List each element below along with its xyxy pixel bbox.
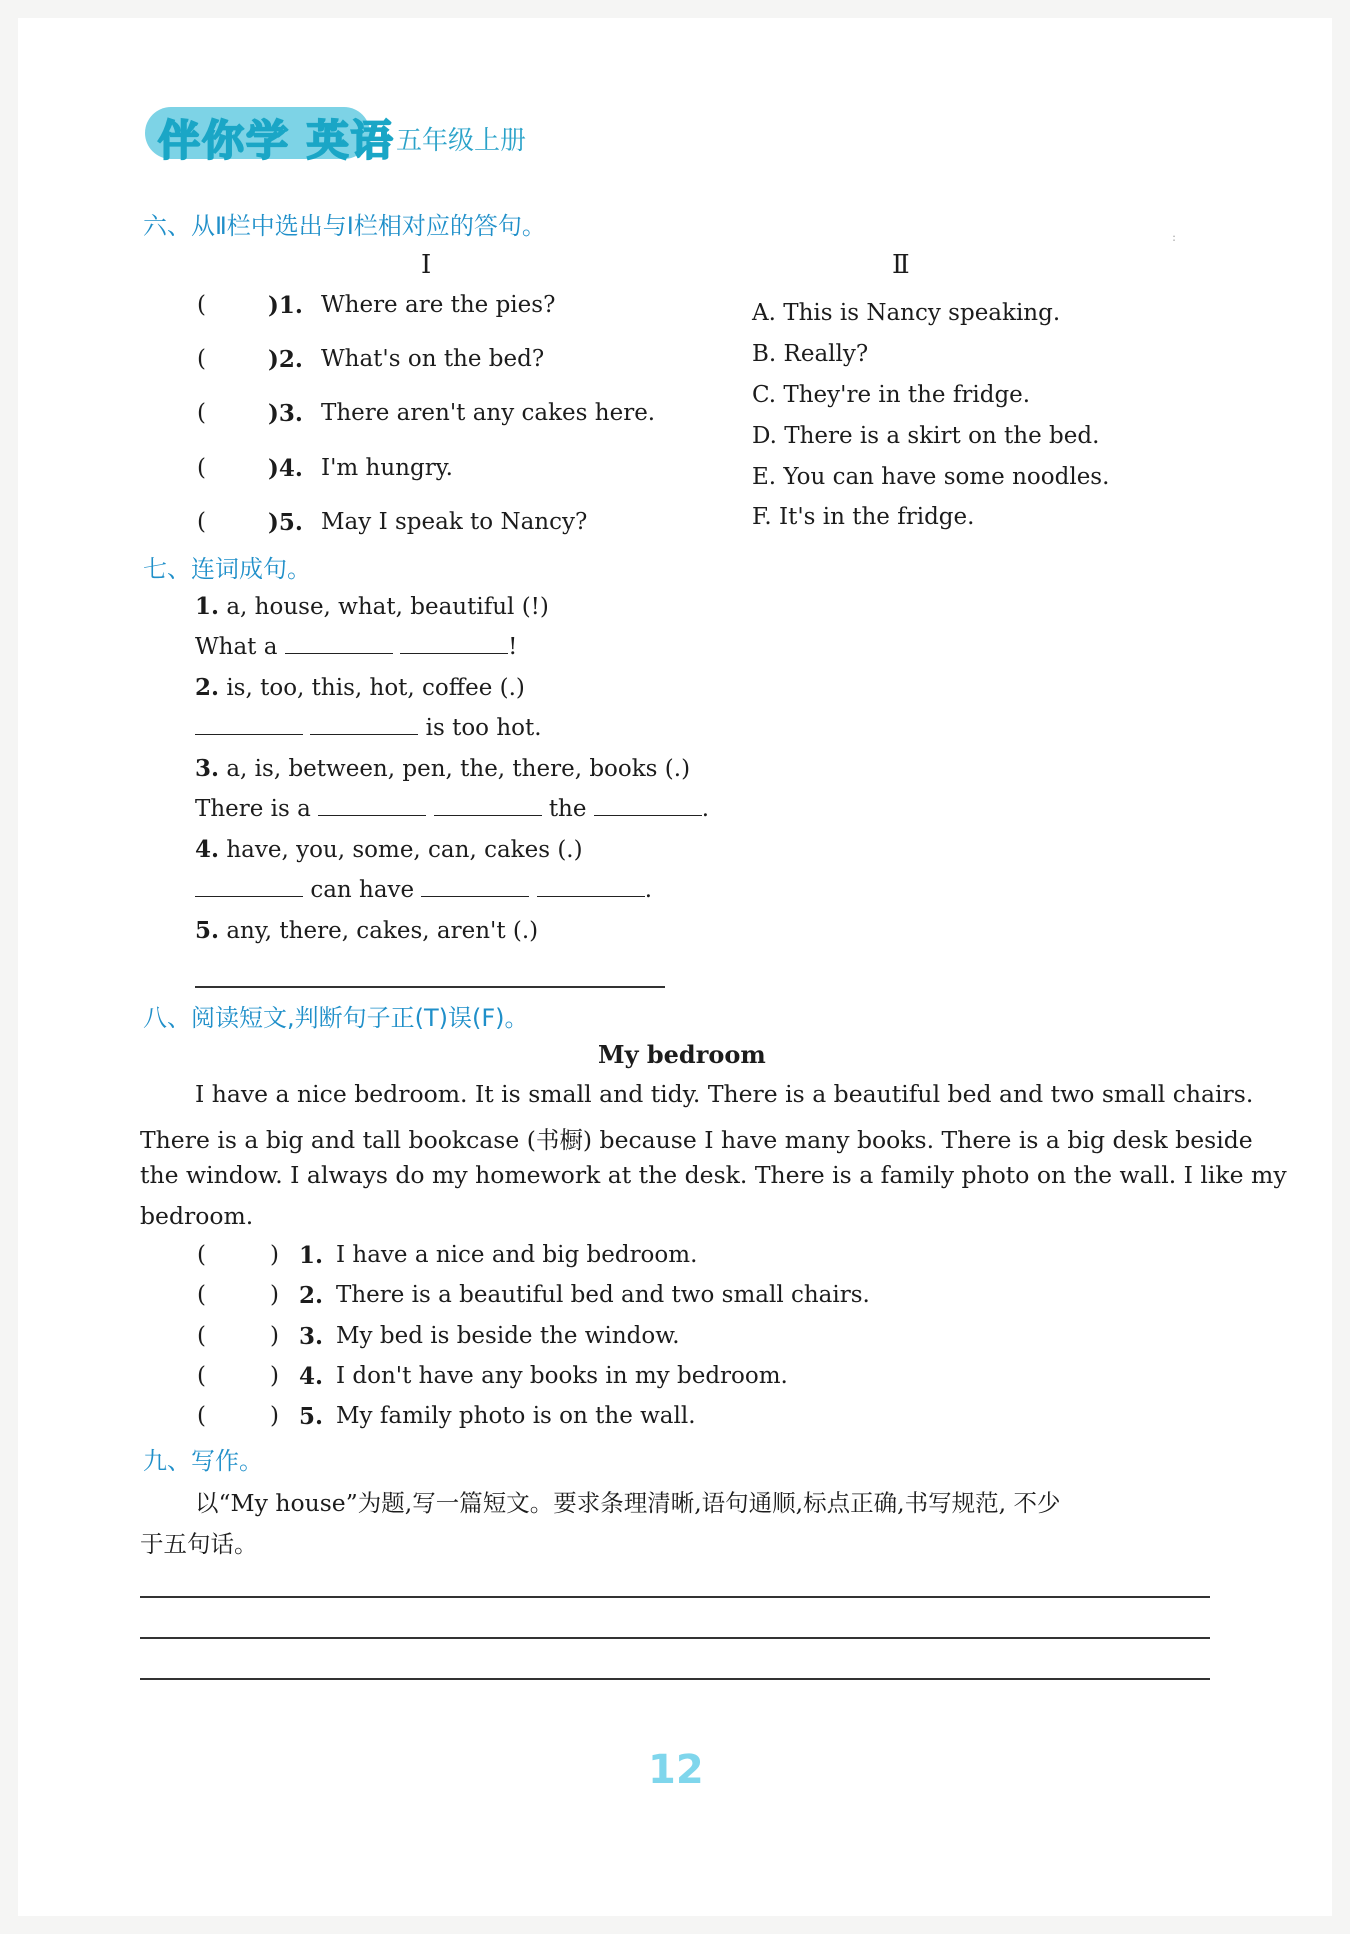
- question-text: I'm hungry.: [321, 455, 453, 481]
- tf-paren-close: ): [270, 1242, 279, 1268]
- tf-statement: I don't have any books in my bedroom.: [336, 1363, 788, 1389]
- question-number: 2.: [195, 674, 220, 701]
- passage-line: the window. I always do my homework at the desk. There is a family photo on the wall. I like my: [140, 1161, 1287, 1189]
- question-number: 5.: [299, 1403, 324, 1430]
- question-number: 5.: [195, 917, 220, 944]
- question-number: )1.: [268, 292, 303, 319]
- brand-title: 伴你学 英语: [158, 116, 395, 165]
- writing-line[interactable]: [140, 1637, 1210, 1639]
- answer-blank[interactable]: [195, 733, 303, 735]
- worksheet-page: [18, 18, 1332, 1916]
- answer-suffix: .: [644, 877, 653, 903]
- scramble-question: [195, 674, 525, 701]
- answer-option: A. This is Nancy speaking.: [752, 300, 1061, 326]
- answer-paren: (: [197, 509, 206, 535]
- page-number: 12: [648, 1747, 704, 1793]
- answer-option: C. They're in the fridge.: [752, 382, 1031, 408]
- tf-statement: My bed is beside the window.: [336, 1323, 680, 1349]
- answer-prefix: There is a: [195, 796, 311, 822]
- question-number: 3.: [299, 1323, 324, 1350]
- column-2-heading: Ⅱ: [892, 250, 910, 280]
- question-text: Where are the pies?: [321, 292, 556, 318]
- answer-blank[interactable]: [537, 895, 645, 897]
- scramble-question: [195, 755, 690, 782]
- answer-prefix: What a: [195, 634, 278, 660]
- tf-paren-open: (: [197, 1323, 206, 1349]
- answer-paren: (: [197, 346, 206, 372]
- answer-blank[interactable]: [594, 814, 702, 816]
- passage-line: There is a big and tall bookcase (书橱) because I have many books. There is a big desk beside: [140, 1126, 1253, 1154]
- writing-line[interactable]: [140, 1596, 1210, 1598]
- tf-paren-close: ): [270, 1282, 279, 1308]
- answer-line: [195, 634, 517, 660]
- answer-suffix: .: [701, 796, 710, 822]
- question-number: 2.: [299, 1282, 324, 1309]
- question-words: is, too, this, hot, coffee (.): [226, 675, 525, 701]
- writing-prompt: 以“My house”为题,写一篇短文。要求条理清晰,语句通顺,标点正确,书写规范, 不少: [195, 1489, 1061, 1517]
- answer-option: E. You can have some noodles.: [752, 464, 1110, 490]
- question-words: a, house, what, beautiful (!): [226, 594, 549, 620]
- tf-paren-close: ): [270, 1323, 279, 1349]
- answer-blank[interactable]: [310, 733, 418, 735]
- answer-blank[interactable]: [400, 652, 508, 654]
- answer-line: [195, 715, 542, 741]
- answer-blank[interactable]: [195, 895, 303, 897]
- passage-line: bedroom.: [140, 1202, 254, 1230]
- answer-paren: (: [197, 292, 206, 318]
- question-text: What's on the bed?: [321, 346, 545, 372]
- question-number: )5.: [268, 509, 303, 536]
- answer-line: [195, 796, 709, 822]
- question-number: )3.: [268, 400, 303, 427]
- answer-suffix: !: [508, 634, 518, 660]
- tf-paren-close: ): [270, 1363, 279, 1389]
- scramble-question: [195, 593, 549, 620]
- question-words: a, is, between, pen, the, there, books (.): [226, 756, 691, 782]
- answer-option: D. There is a skirt on the bed.: [752, 423, 1100, 449]
- answer-blank-full[interactable]: [195, 986, 665, 988]
- grade-label: 五年级上册: [396, 126, 527, 156]
- question-words: have, you, some, can, cakes (.): [226, 837, 583, 863]
- answer-suffix: is too hot.: [425, 715, 542, 741]
- answer-blank[interactable]: [421, 895, 529, 897]
- answer-middle: the: [548, 796, 587, 822]
- tf-paren-open: (: [197, 1242, 206, 1268]
- tf-statement: My family photo is on the wall.: [336, 1403, 696, 1429]
- answer-line: [195, 877, 652, 903]
- section-9-title: 九、写作。: [143, 1447, 263, 1475]
- tf-statement: There is a beautiful bed and two small chairs.: [336, 1282, 870, 1308]
- tf-statement: I have a nice and big bedroom.: [336, 1242, 698, 1268]
- tf-paren-close: ): [270, 1403, 279, 1429]
- answer-blank[interactable]: [434, 814, 542, 816]
- answer-blank[interactable]: [285, 652, 393, 654]
- question-number: 3.: [195, 755, 220, 782]
- section-8-title: 八、阅读短文,判断句子正(T)误(F)。: [143, 1004, 529, 1032]
- question-number: 4.: [195, 836, 220, 863]
- question-words: any, there, cakes, aren't (.): [226, 918, 539, 944]
- answer-blank[interactable]: [318, 814, 426, 816]
- answer-paren: (: [197, 455, 206, 481]
- question-number: 1.: [195, 593, 220, 620]
- passage-line: I have a nice bedroom. It is small and tidy. There is a beautiful bed and two small chairs.: [195, 1080, 1254, 1108]
- section-7-title: 七、连词成句。: [143, 555, 311, 583]
- writing-prompt-cont: 于五句话。: [140, 1530, 258, 1558]
- scan-mark: :: [1172, 230, 1177, 244]
- section-6-title: 六、从Ⅱ栏中选出与Ⅰ栏相对应的答句。: [143, 212, 546, 240]
- passage-title: My bedroom: [598, 1040, 766, 1069]
- question-number: )4.: [268, 455, 303, 482]
- question-number: )2.: [268, 346, 303, 373]
- tf-paren-open: (: [197, 1363, 206, 1389]
- scramble-question: [195, 917, 538, 944]
- question-number: 1.: [299, 1242, 324, 1269]
- scramble-question: [195, 836, 583, 863]
- writing-line[interactable]: [140, 1678, 1210, 1680]
- answer-paren: (: [197, 400, 206, 426]
- question-text: May I speak to Nancy?: [321, 509, 588, 535]
- answer-option: B. Really?: [752, 341, 869, 367]
- question-text: There aren't any cakes here.: [321, 400, 656, 426]
- answer-option: F. It's in the fridge.: [752, 504, 975, 530]
- tf-paren-open: (: [197, 1282, 206, 1308]
- column-1-heading: Ⅰ: [421, 250, 432, 280]
- answer-middle: can have: [310, 877, 415, 903]
- question-number: 4.: [299, 1363, 324, 1390]
- tf-paren-open: (: [197, 1403, 206, 1429]
